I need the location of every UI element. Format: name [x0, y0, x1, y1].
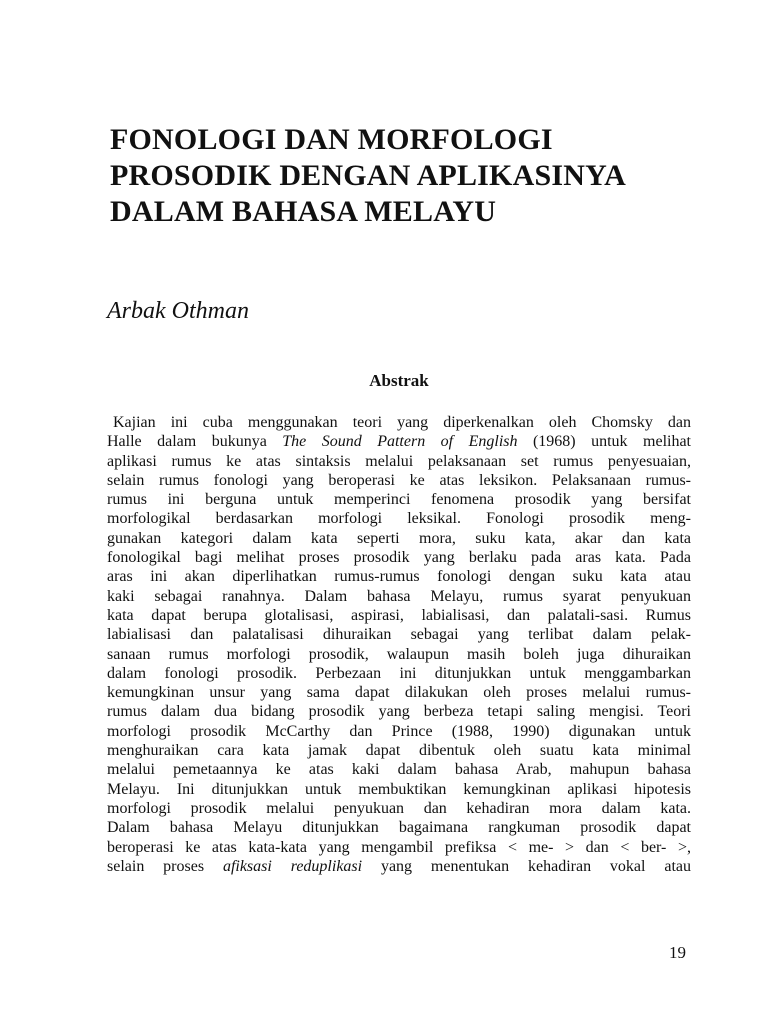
abstract-text: dalam fonologi prosodik. Perbezaan ini ditunjukkan untuk menggambarkan — [107, 664, 691, 682]
abstract-line — [107, 625, 691, 644]
abstract-text: melalui pemetaannya ke atas kaki dalam bahasa Arab, mahupun bahasa — [107, 761, 691, 779]
abstract-text: selain rumus fonologi yang beroperasi ke atas leksikon. Pelaksanaan rumus- — [107, 471, 691, 489]
abstract-line — [107, 645, 691, 664]
abstract-line — [107, 509, 691, 528]
abstract-heading: Abstrak — [369, 371, 429, 390]
abstract-text: menghuraikan cara kata jamak dapat dibentuk oleh suatu kata minimal — [107, 742, 691, 760]
abstract-line — [107, 567, 691, 586]
abstract-line — [107, 664, 691, 683]
abstract-line — [107, 683, 691, 702]
abstract-italic-text: afiksasi reduplikasi — [222, 857, 363, 875]
abstract-text: rumus dalam dua bidang prosodik yang berbeza tetapi saling mengisi. Teori — [107, 703, 691, 721]
abstract-line — [107, 799, 691, 818]
abstract-text: sanaan rumus morfologi prosodik, walaupun masih boleh juga dihuraikan — [107, 645, 691, 663]
abstract-line — [107, 548, 691, 567]
abstract-text: morfologi prosodik melalui penyukuan dan kehadiran mora dalam kata. — [107, 799, 691, 817]
abstract-text: Melayu. Ini ditunjukkan untuk membuktikan kemungkinan aplikasi hipotesis — [107, 780, 691, 798]
abstract-text: Kajian ini cuba menggunakan teori yang diperkenalkan oleh Chomsky dan — [113, 414, 691, 431]
abstract-text: gunakan kategori dalam kata seperti mora, suku kata, akar dan kata — [107, 529, 691, 547]
abstract-line — [107, 760, 691, 779]
abstract-line — [107, 432, 691, 451]
article-title-line: PROSODIK DENGAN APLIKASINYA — [110, 159, 627, 192]
abstract-line — [107, 471, 691, 490]
abstract-italic-text: The Sound Pattern of English — [282, 433, 518, 451]
article-title-line: FONOLOGI DAN MORFOLOGI — [110, 123, 553, 156]
abstract-line — [107, 490, 691, 509]
page-number: 19 — [669, 943, 686, 962]
abstract-line — [107, 780, 691, 799]
abstract-line — [107, 857, 691, 876]
abstract-text: fonologikal bagi melihat proses prosodik yang berlaku pada aras kata. Pada — [107, 549, 691, 567]
abstract-text: Dalam bahasa Melayu ditunjukkan bagaimana rangkuman prosodik dapat — [107, 819, 691, 837]
abstract-line — [107, 413, 691, 432]
abstract-text: aplikasi rumus ke atas sintaksis melalui pelaksanaan set rumus penyesuaian, — [107, 452, 691, 470]
abstract-text: Halle dalam bukunya — [107, 433, 283, 451]
abstract-text: beroperasi ke atas kata-kata yang mengambil prefiksa < me- > dan < ber- >, — [107, 838, 691, 856]
abstract-text: (1968) untuk melihat — [517, 433, 692, 451]
abstract-text: kaki sebagai ranahnya. Dalam bahasa Melayu, rumus syarat penyukuan — [107, 587, 691, 605]
abstract-text: kemungkinan unsur yang sama dapat dilakukan oleh proses melalui rumus- — [107, 684, 691, 702]
abstract-line — [107, 587, 691, 606]
abstract-line — [107, 606, 691, 625]
abstract-text: yang menentukan kehadiran vokal atau — [362, 857, 691, 875]
abstract-text: labialisasi dan palatalisasi dihuraikan sebagai yang terlibat dalam pelak- — [107, 626, 691, 644]
abstract-line — [107, 818, 691, 837]
author-name: Arbak Othman — [107, 298, 249, 324]
abstract-line — [107, 452, 691, 471]
abstract-text: aras ini akan diperlihatkan rumus-rumus fonologi dengan suku kata atau — [107, 568, 691, 586]
abstract-line — [107, 702, 691, 721]
abstract-line — [107, 741, 691, 760]
abstract-text: morfologi prosodik McCarthy dan Prince (1988, 1990) digunakan untuk — [107, 722, 691, 740]
abstract-line — [107, 838, 691, 857]
article-title-line: DALAM BAHASA MELAYU — [110, 195, 497, 228]
abstract-text: rumus ini berguna untuk memperinci fenomena prosodik yang bersifat — [107, 491, 691, 509]
abstract-text: morfologikal berdasarkan morfologi leksikal. Fonologi prosodik meng- — [107, 510, 691, 528]
abstract-body — [107, 413, 691, 876]
abstract-line — [107, 529, 691, 548]
abstract-text: selain proses — [107, 857, 223, 875]
abstract-line — [107, 722, 691, 741]
abstract-text: kata dapat berupa glotalisasi, aspirasi, labialisasi, dan palatali-sasi. Rumus — [107, 606, 691, 624]
article-title — [110, 122, 710, 230]
